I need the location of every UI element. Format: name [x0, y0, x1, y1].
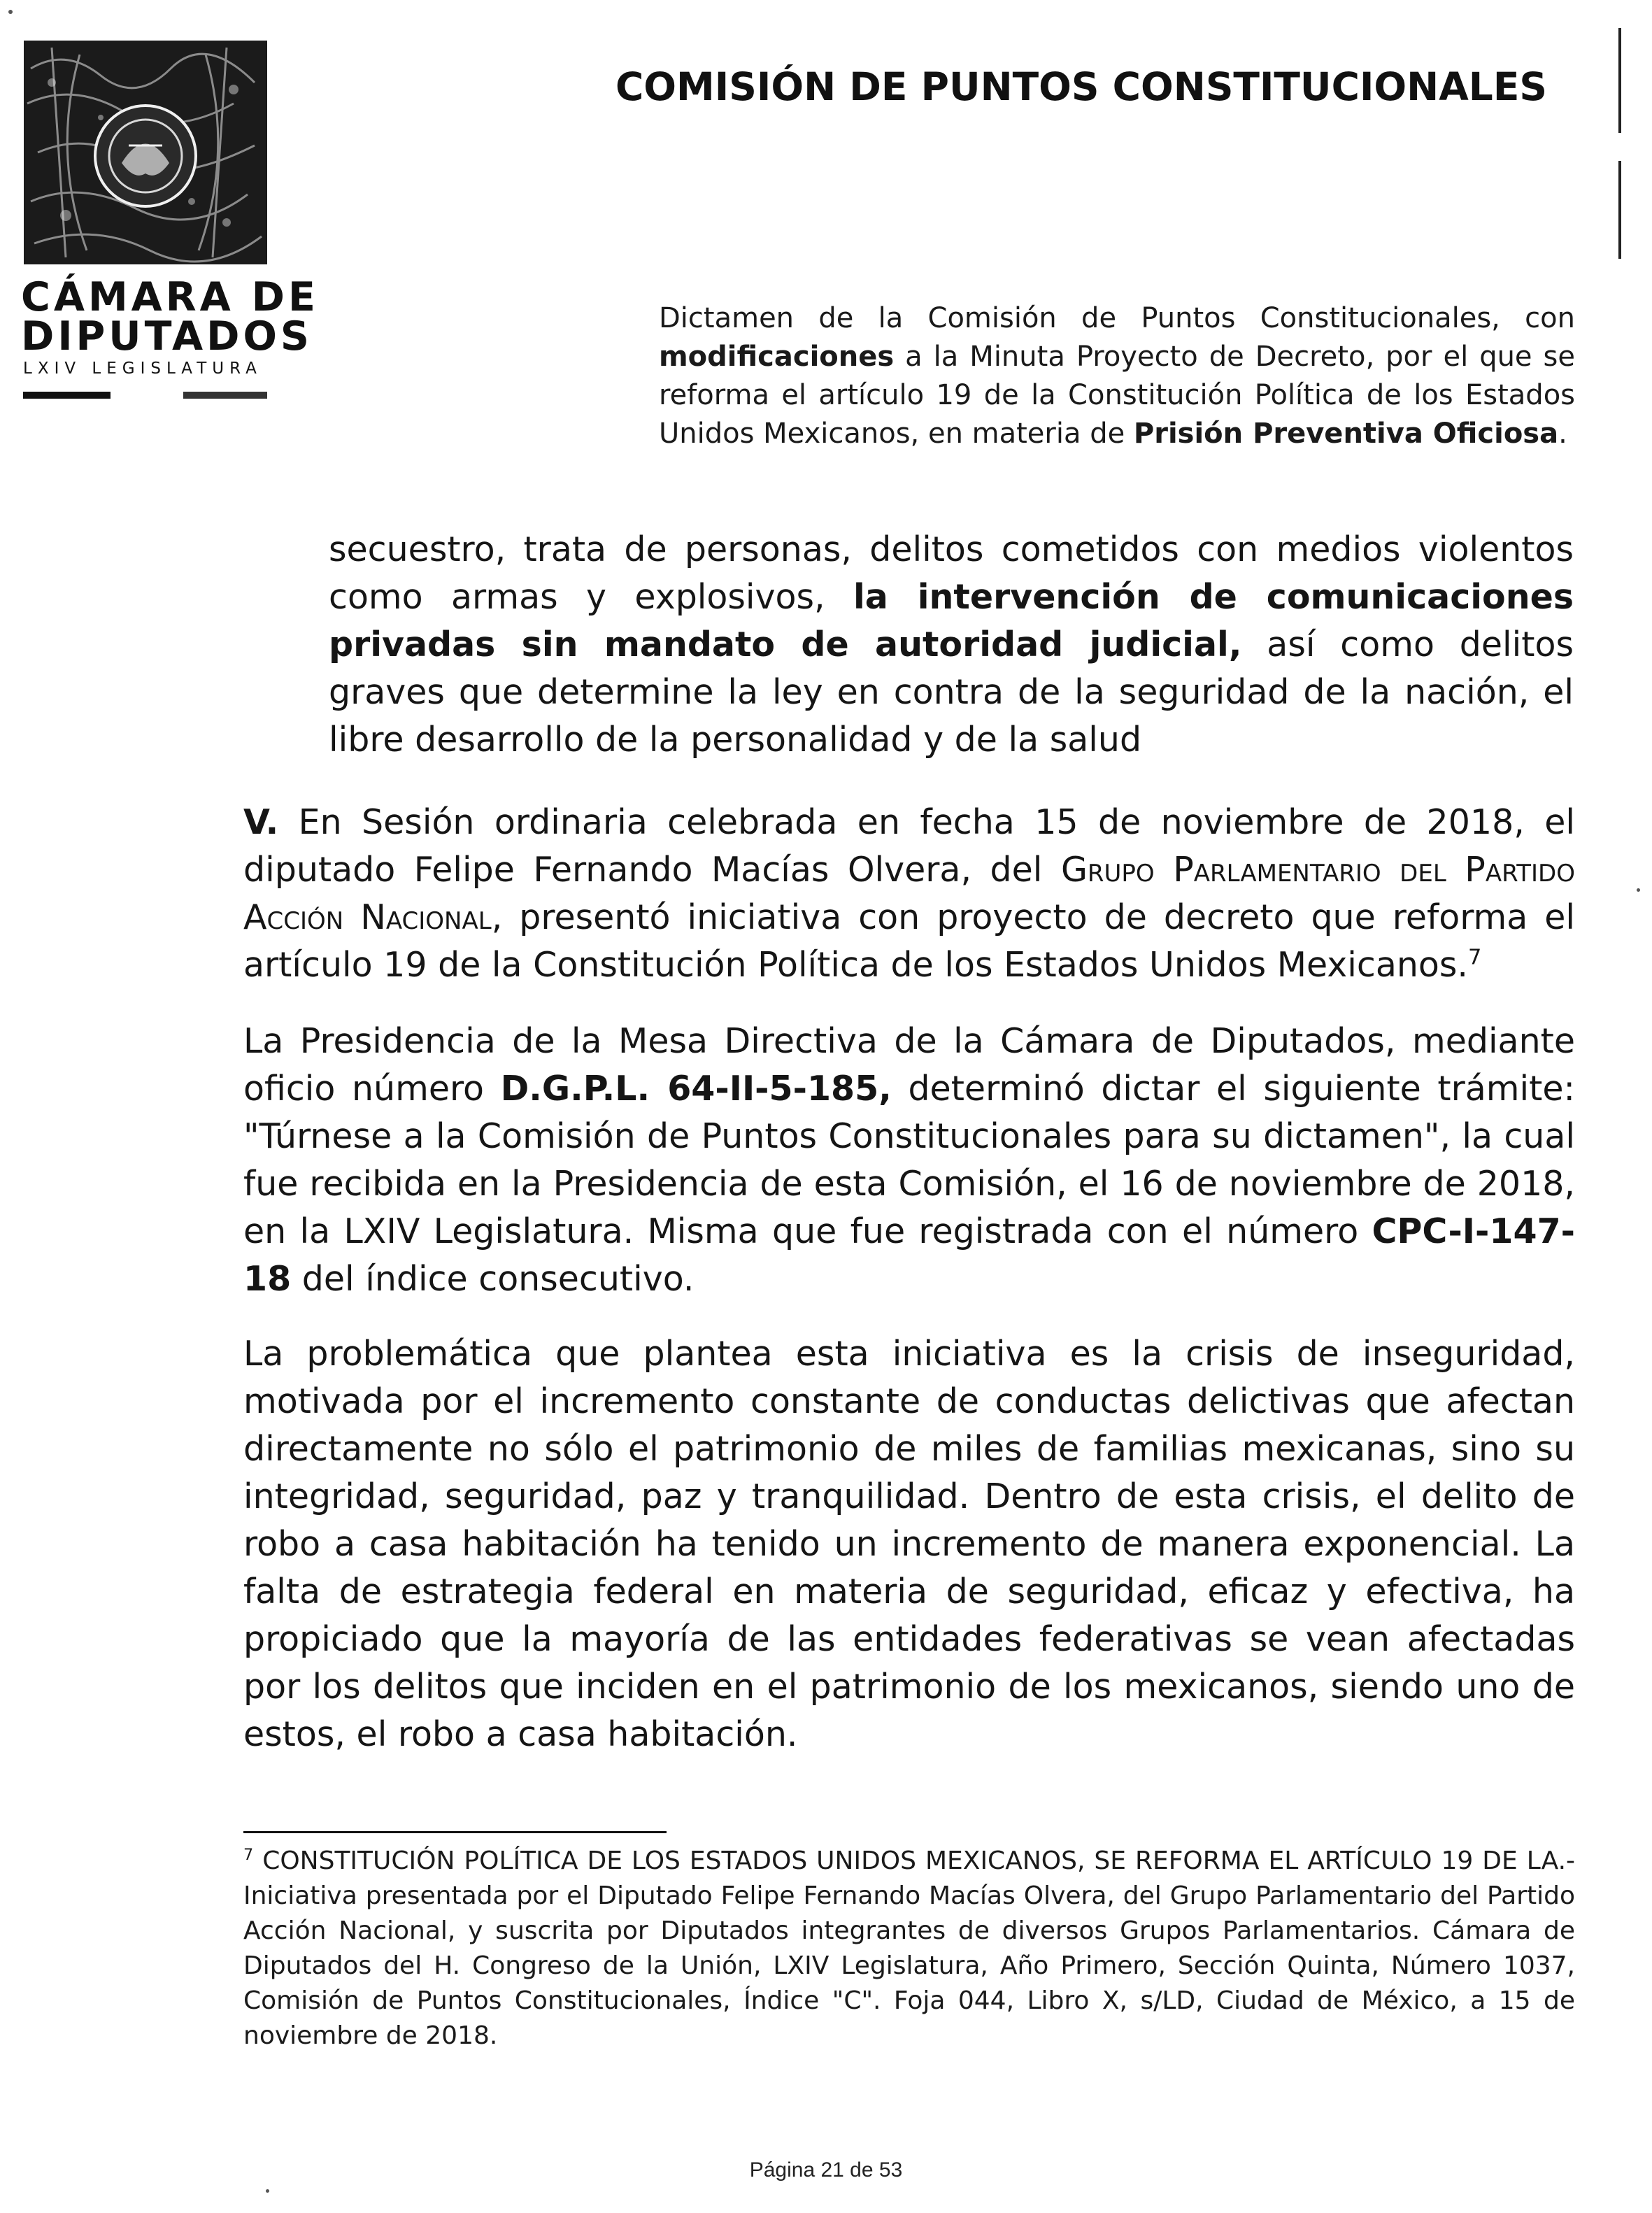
summary-bold-prision: Prisión Preventiva Oficiosa [1133, 418, 1559, 450]
presidencia-bold-registro: CPC-I-147-18 [243, 1211, 1575, 1299]
paragraph-v [243, 799, 1575, 989]
footnote-7 [243, 1844, 1575, 2054]
presidencia-text-1: La Presidencia de la Mesa Directiva de la Cámara de Diputados, mediante oficio número [243, 1021, 1575, 1109]
chamber-emblem-logo [24, 41, 267, 264]
presidencia-bold-oficio: D.G.P.L. 64-II-5-185, [500, 1069, 892, 1109]
quote-bold-intervencion: la intervención de comunicaciones privadas sin mandato de autoridad judicial, [329, 577, 1574, 664]
footnote-separator [243, 1831, 667, 1833]
scan-speck [8, 10, 13, 14]
paragraph-v-text-2: , presentó iniciativa con proyecto de decreto que reforma el artículo 19 de la Constitución Política de los Estados Unidos Mexicanos. [243, 897, 1575, 985]
summary-text-1: Dictamen de la Comisión de Puntos Constitucionales, con [659, 302, 1575, 334]
quoted-text-continuation [329, 526, 1574, 764]
quote-text-2: así como delitos graves que determine la ley en contra de la seguridad de la nación, el libre desarrollo de la personalidad y de la salud [329, 625, 1574, 760]
committee-header-title: COMISIÓN DE PUNTOS CONSTITUCIONALES [615, 64, 1547, 109]
page-number: Página 21 de 53 [749, 2158, 903, 2182]
summary-bold-modificaciones: modificaciones [659, 341, 895, 373]
margin-mark-top [1618, 28, 1621, 133]
logo-bar-left [23, 392, 111, 399]
logo-text-camara: CÁMARA DE [21, 274, 319, 320]
dictamen-summary [659, 299, 1575, 453]
footnote-number: 7 [243, 1846, 254, 1864]
summary-text-2: a la Minuta Proyecto de Decreto, por el que se reforma el artículo 19 de la Constitución Política de los Estados Unidos Mexicanos, en materia de [659, 341, 1575, 450]
paragraph-v-party-group: Grupo Parlamentario del Partido Acción Nacional [243, 850, 1575, 937]
paragraph-v-text-1: En Sesión ordinaria celebrada en fecha 15 de noviembre de 2018, el diputado Felipe Fernando Macías Olvera, del [243, 802, 1575, 890]
summary-text-3: . [1558, 418, 1567, 450]
paragraph-v-numeral: V. [243, 802, 279, 842]
logo-bar-right [183, 392, 267, 399]
presidencia-text-3: del índice consecutivo. [291, 1259, 695, 1299]
margin-mark-bottom [1618, 161, 1621, 259]
logo-text-diputados: DIPUTADOS [21, 313, 313, 360]
footnote-text: CONSTITUCIÓN POLÍTICA DE LOS ESTADOS UNIDOS MEXICANOS, SE REFORMA EL ARTÍCULO 19 DE LA.- Iniciativa presentada por el Diputado Felipe Fernando Macías Olvera, del Grupo Parlamentario del Partido Acción Nacional, y suscrita por Diputados integrantes de diversos Grupos Parlamentarios. Cámara de Diputados del H. Congreso de la Unión, LXIV Legislatura, Año Primero, Sección Quinta, Número 1037, Comisión de Puntos Constitucionales, Índice "C". Foja 044, Libro X, s/LD, Ciudad de México, a 15 de noviembre de 2018. [243, 1846, 1575, 2050]
quote-text-1: secuestro, trata de personas, delitos cometidos con medios violentos como armas y explosivos, [329, 529, 1574, 617]
logo-text-legislatura: LXIV LEGISLATURA [23, 360, 262, 378]
paragraph-problematica: La problemática que plantea esta iniciativa es la crisis de inseguridad, motivada por el incremento constante de conductas delictivas que afectan directamente no sólo el patrimonio de miles de familias mexicanas, sino su integridad, seguridad, paz y tranquilidad. Dentro de esta crisis, el delito de robo a casa habitación ha tenido un incremento de manera exponencial. La falta de estrategia federal en materia de seguridad, eficaz y efectiva, ha propiciado que la mayoría de las entidades federativas se vean afectadas por los delitos que inciden en el patrimonio de los mexicanos, siendo uno de estos, el robo a casa habitación. [243, 1334, 1575, 1754]
scan-speck [266, 2189, 269, 2193]
scan-speck [1637, 888, 1640, 892]
emblem-artwork [24, 41, 267, 264]
footnote-reference: 7 [1467, 945, 1482, 970]
presidencia-text-2: determinó dictar el siguiente trámite: "Túrnese a la Comisión de Puntos Constitucionales para su dictamen", la cual fue recibida en la Presidencia de esta Comisión, el 16 de noviembre de 2018, en la LXIV Legislatura. Misma que fue registrada con el número [243, 1069, 1576, 1251]
paragraph-presidencia [243, 1018, 1575, 1303]
